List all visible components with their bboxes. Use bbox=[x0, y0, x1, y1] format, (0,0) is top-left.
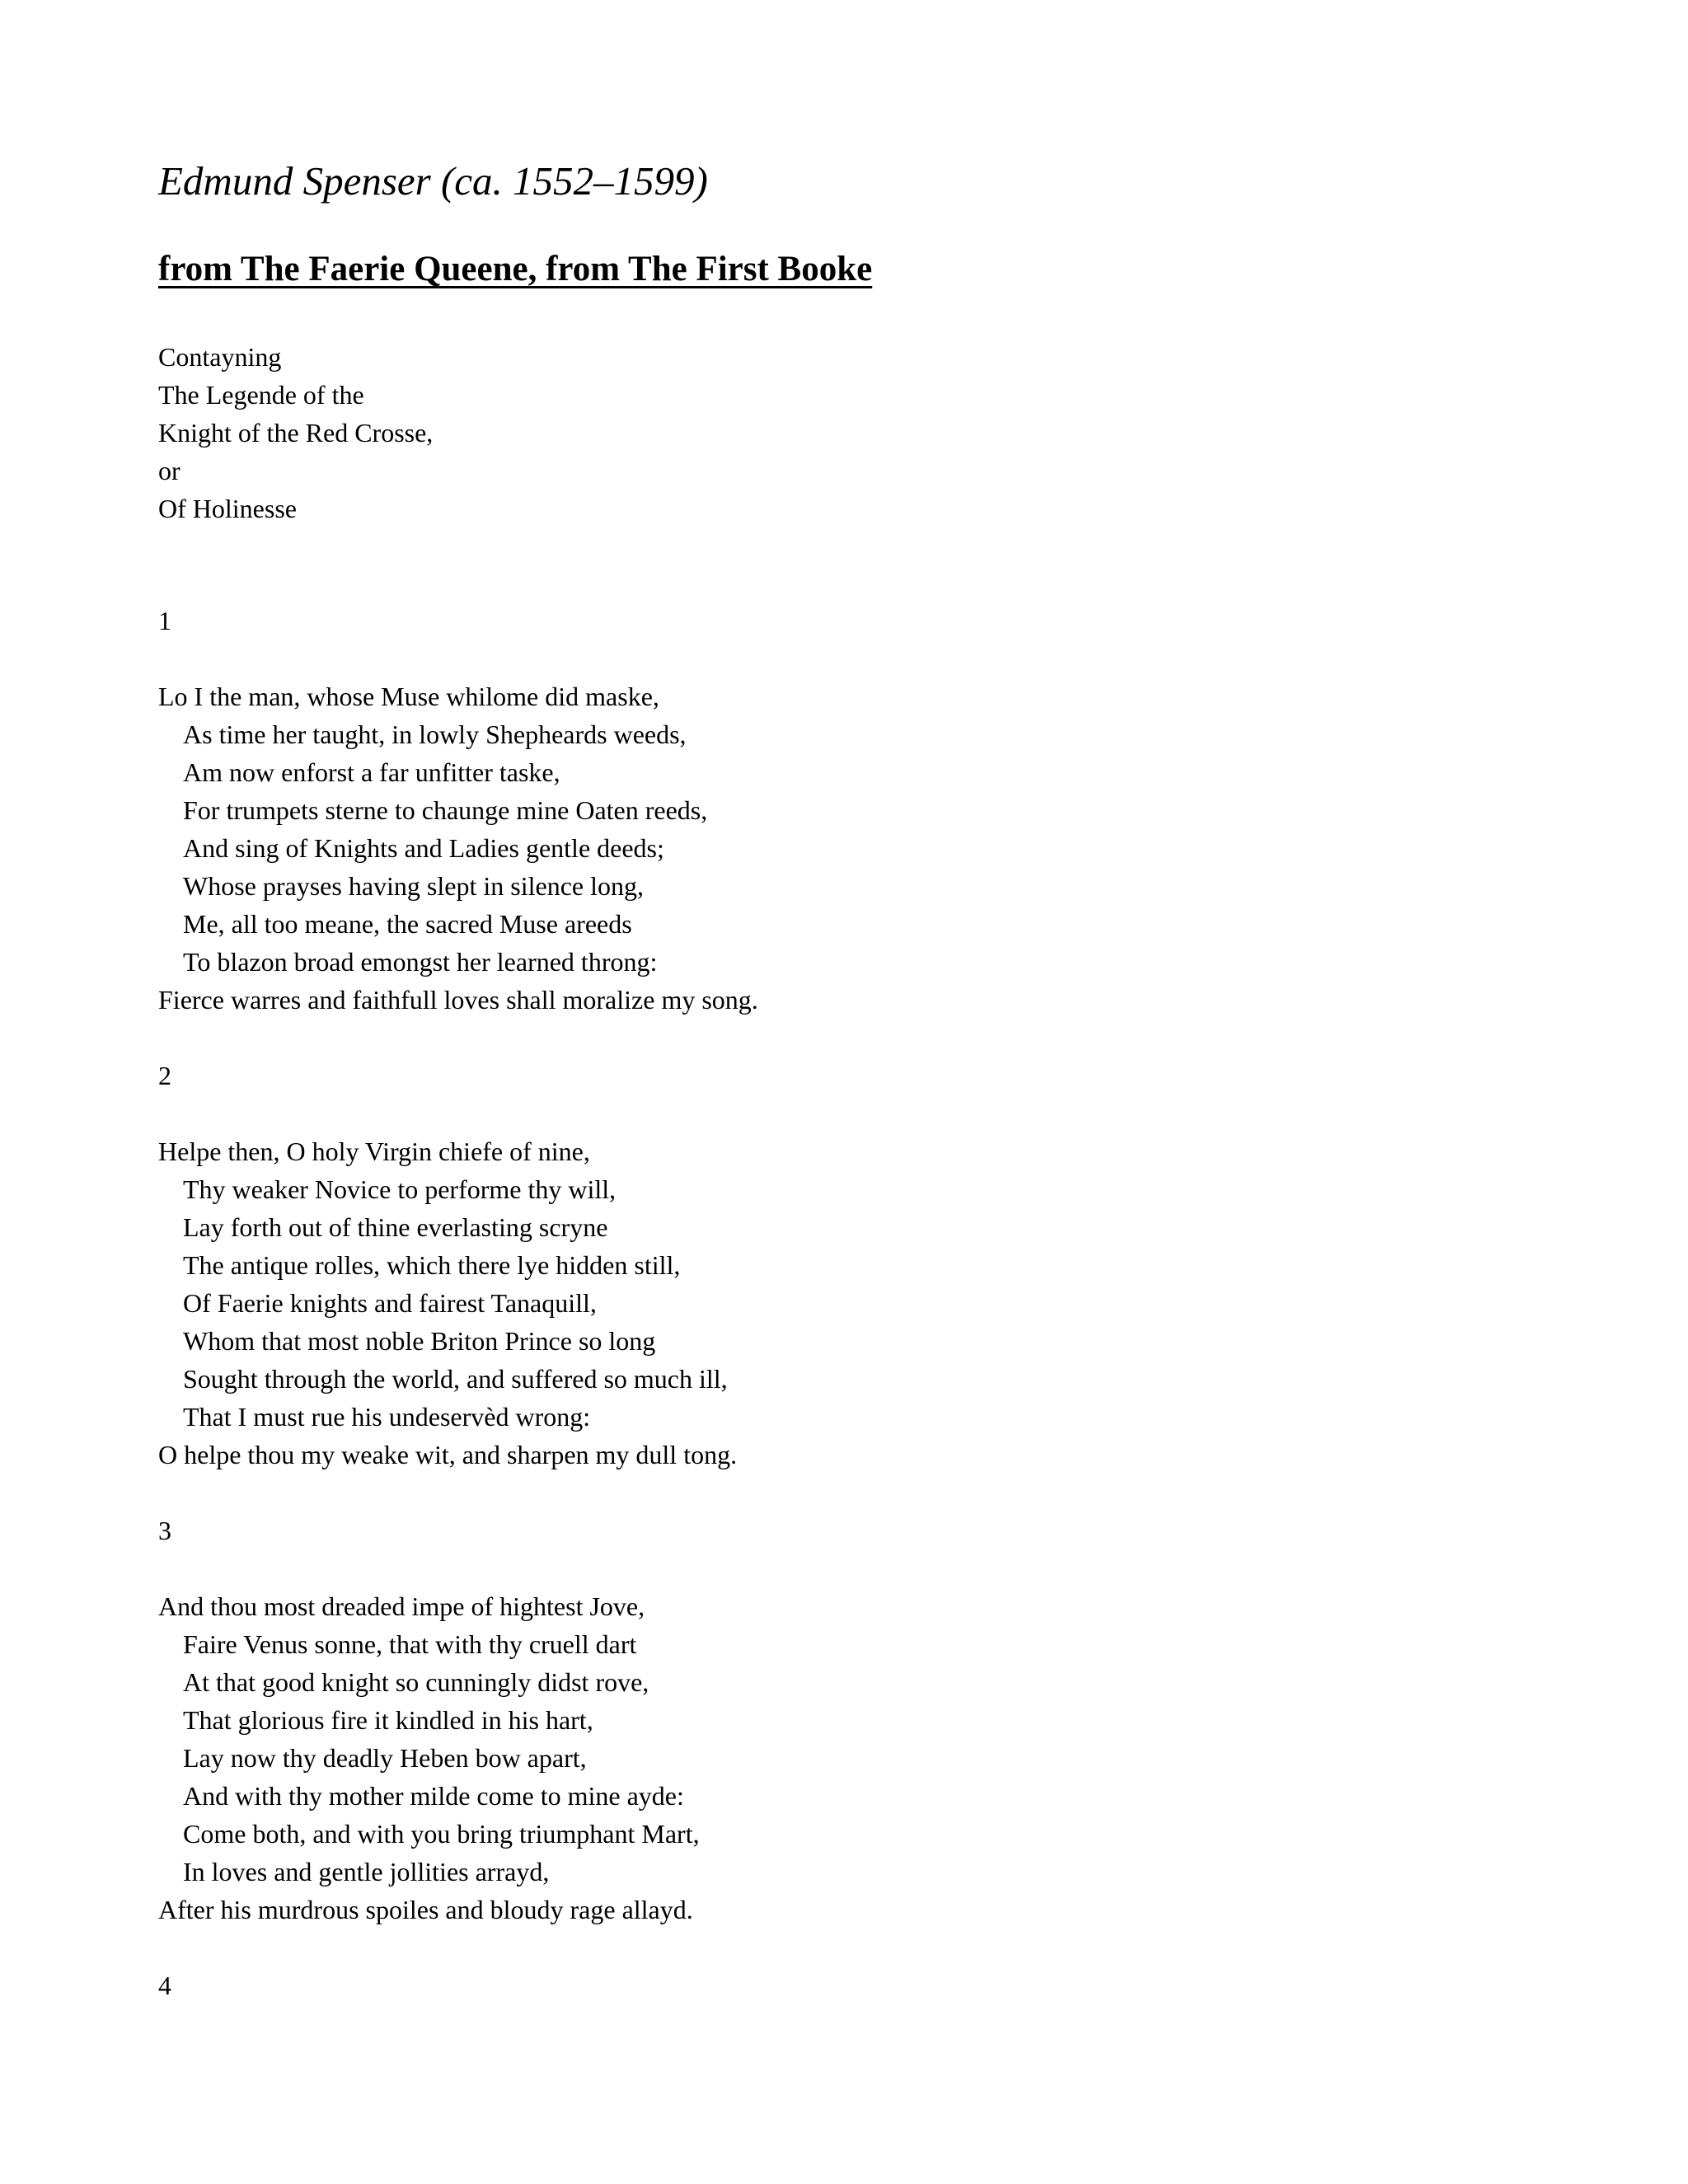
stanza-number: 2 bbox=[158, 1061, 171, 1090]
argument-block bbox=[158, 338, 1589, 527]
author-title: Edmund Spenser (ca. 1552–1599) bbox=[158, 158, 708, 204]
stanza-lines bbox=[158, 1132, 1589, 1474]
poem-line: For trumpets sterne to chaunge mine Oaten reeds, bbox=[183, 795, 708, 825]
subtitle-line: Contayning bbox=[158, 342, 282, 372]
poem-line: The antique rolles, which there lye hidden still, bbox=[183, 1250, 681, 1280]
poem-line: Whose prayses having slept in silence long, bbox=[183, 871, 644, 901]
stanza-lines bbox=[158, 1587, 1589, 1929]
poem-line: And sing of Knights and Ladies gentle deeds; bbox=[183, 833, 664, 863]
poem-line: And thou most dreaded impe of hightest Jove, bbox=[158, 1591, 645, 1621]
poem-line: Whom that most noble Briton Prince so long bbox=[183, 1326, 656, 1356]
poem-line: Helpe then, O holy Virgin chiefe of nine, bbox=[158, 1137, 590, 1166]
stanza bbox=[158, 1057, 1589, 1474]
poem-line: At that good knight so cunningly didst rove, bbox=[183, 1667, 649, 1697]
stanza bbox=[158, 602, 1589, 1019]
poem-line: That I must rue his undeservèd wrong: bbox=[183, 1402, 591, 1432]
work-heading: from The Faerie Queene, from The First Booke bbox=[158, 250, 873, 288]
subtitle-line: or bbox=[158, 456, 181, 485]
stanza-lines bbox=[158, 677, 1589, 1019]
poem-line: After his murdrous spoiles and bloudy rage allayd. bbox=[158, 1895, 693, 1924]
stanza-number: 4 bbox=[158, 1971, 171, 2000]
subtitle-line: Knight of the Red Crosse, bbox=[158, 418, 434, 448]
poem-line: And with thy mother milde come to mine ayde: bbox=[183, 1781, 684, 1811]
stanza bbox=[158, 1966, 1589, 2004]
poem-line: O helpe thou my weake wit, and sharpen my dull tong. bbox=[158, 1440, 738, 1469]
poem-line: Am now enforst a far unfitter taske, bbox=[183, 757, 560, 787]
poem-line: Thy weaker Novice to performe thy will, bbox=[183, 1174, 617, 1204]
poem-line: As time her taught, in lowly Shepheards weeds, bbox=[183, 719, 687, 749]
poem-line: Sought through the world, and suffered so much ill, bbox=[183, 1364, 728, 1394]
poem-line: That glorious fire it kindled in his hart, bbox=[183, 1705, 593, 1735]
poem-line: In loves and gentle jollities arrayd, bbox=[183, 1857, 550, 1886]
poem-line: Lo I the man, whose Muse whilome did maske, bbox=[158, 682, 659, 711]
stanza-number: 3 bbox=[158, 1516, 171, 1545]
poem-line: To blazon broad emongst her learned throng: bbox=[183, 947, 658, 977]
stanza-list bbox=[158, 602, 1589, 2004]
poem-line: Me, all too meane, the sacred Muse areeds bbox=[183, 909, 632, 939]
poem-line: Lay forth out of thine everlasting scryne bbox=[183, 1212, 608, 1242]
subtitle-line: The Legende of the bbox=[158, 380, 364, 410]
poem-line: Lay now thy deadly Heben bow apart, bbox=[183, 1743, 587, 1773]
poem-line: Of Faerie knights and fairest Tanaquill, bbox=[183, 1288, 597, 1318]
poem-line: Fierce warres and faithfull loves shall moralize my song. bbox=[158, 985, 758, 1015]
poem-line: Faire Venus sonne, that with thy cruell dart bbox=[183, 1629, 637, 1659]
stanza bbox=[158, 1511, 1589, 1929]
subtitle-line: Of Holinesse bbox=[158, 494, 297, 523]
poem-line: Come both, and with you bring triumphant Mart, bbox=[183, 1819, 700, 1849]
stanza-number: 1 bbox=[158, 606, 171, 635]
